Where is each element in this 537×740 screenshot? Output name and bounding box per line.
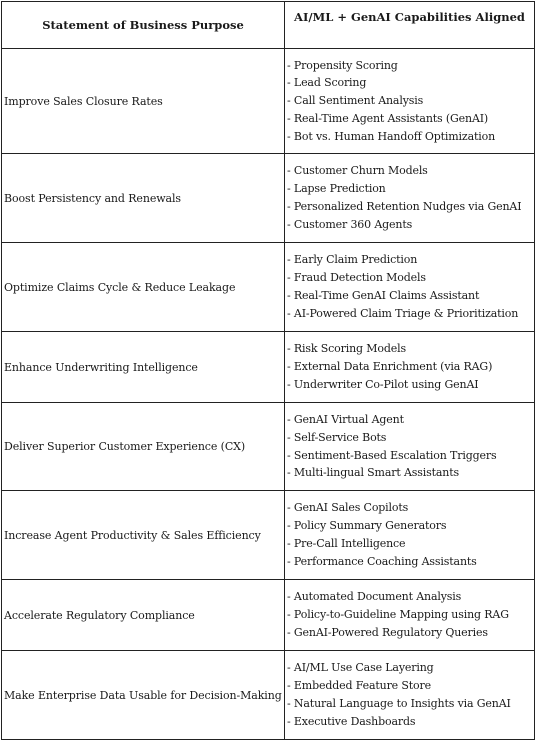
- capability-item: - Natural Language to Insights via GenAI: [287, 695, 534, 713]
- capabilities-cell: [285, 491, 535, 580]
- capability-item: - Real-Time GenAI Claims Assistant: [287, 287, 534, 305]
- capability-item: - Executive Dashboards: [287, 713, 534, 731]
- capability-item: - Automated Document Analysis: [287, 588, 534, 606]
- table-row: [2, 580, 535, 651]
- capability-item: - Policy Summary Generators: [287, 517, 534, 535]
- capabilities-list: [287, 588, 534, 641]
- capability-item: - External Data Enrichment (via RAG): [287, 358, 534, 376]
- capability-item: - Self-Service Bots: [287, 429, 534, 447]
- purpose-cell: Increase Agent Productivity & Sales Efficiency: [2, 491, 285, 580]
- capabilities-cell: [285, 154, 535, 243]
- capabilities-cell: [285, 49, 535, 154]
- capability-item: - Multi-lingual Smart Assistants: [287, 464, 534, 482]
- capability-item: - AI/ML Use Case Layering: [287, 659, 534, 677]
- capability-item: - GenAI Sales Copilots: [287, 499, 534, 517]
- capabilities-cell: [285, 332, 535, 403]
- capability-item: - Embedded Feature Store: [287, 677, 534, 695]
- capability-item: - Real-Time Agent Assistants (GenAI): [287, 110, 534, 128]
- capabilities-list: [287, 499, 534, 570]
- capability-item: - Propensity Scoring: [287, 57, 534, 75]
- capability-item: - Performance Coaching Assistants: [287, 553, 534, 571]
- table-row: [2, 332, 535, 403]
- purpose-cell: Make Enterprise Data Usable for Decision-Making: [2, 651, 285, 740]
- capability-item: - Lapse Prediction: [287, 180, 534, 198]
- header-capabilities: AI/ML + GenAI Capabilities Aligned: [285, 2, 535, 49]
- capability-item: - Fraud Detection Models: [287, 269, 534, 287]
- business-purpose-table: [1, 1, 535, 740]
- capability-item: - GenAI-Powered Regulatory Queries: [287, 624, 534, 642]
- table-row: [2, 491, 535, 580]
- capability-item: - GenAI Virtual Agent: [287, 411, 534, 429]
- capabilities-cell: [285, 651, 535, 740]
- capability-item: - Underwriter Co-Pilot using GenAI: [287, 376, 534, 394]
- capabilities-list: [287, 659, 534, 730]
- purpose-cell: Enhance Underwriting Intelligence: [2, 332, 285, 403]
- capability-item: - Policy-to-Guideline Mapping using RAG: [287, 606, 534, 624]
- table-row: [2, 651, 535, 740]
- table-header-row: [2, 2, 535, 49]
- capabilities-list: [287, 340, 534, 393]
- capabilities-list: [287, 411, 534, 482]
- capability-item: - Risk Scoring Models: [287, 340, 534, 358]
- capabilities-cell: [285, 243, 535, 332]
- capabilities-list: [287, 57, 534, 146]
- capability-item: - Call Sentiment Analysis: [287, 92, 534, 110]
- capability-item: - Customer 360 Agents: [287, 216, 534, 234]
- purpose-cell: Improve Sales Closure Rates: [2, 49, 285, 154]
- table-row: [2, 49, 535, 154]
- table-row: [2, 403, 535, 491]
- purpose-cell: Boost Persistency and Renewals: [2, 154, 285, 243]
- purpose-cell: Accelerate Regulatory Compliance: [2, 580, 285, 651]
- capability-item: - AI-Powered Claim Triage & Prioritization: [287, 305, 534, 323]
- capabilities-list: [287, 251, 534, 322]
- purpose-cell: Deliver Superior Customer Experience (CX): [2, 403, 285, 491]
- capability-item: - Sentiment-Based Escalation Triggers: [287, 447, 534, 465]
- capability-item: - Bot vs. Human Handoff Optimization: [287, 128, 534, 146]
- capabilities-cell: [285, 403, 535, 491]
- capability-item: - Early Claim Prediction: [287, 251, 534, 269]
- header-business-purpose: Statement of Business Purpose: [2, 2, 285, 49]
- capability-item: - Lead Scoring: [287, 74, 534, 92]
- table-row: [2, 154, 535, 243]
- purpose-cell: Optimize Claims Cycle & Reduce Leakage: [2, 243, 285, 332]
- capability-item: - Personalized Retention Nudges via GenAI: [287, 198, 534, 216]
- table-row: [2, 243, 535, 332]
- capability-item: - Pre-Call Intelligence: [287, 535, 534, 553]
- capabilities-cell: [285, 580, 535, 651]
- capabilities-list: [287, 162, 534, 233]
- capability-item: - Customer Churn Models: [287, 162, 534, 180]
